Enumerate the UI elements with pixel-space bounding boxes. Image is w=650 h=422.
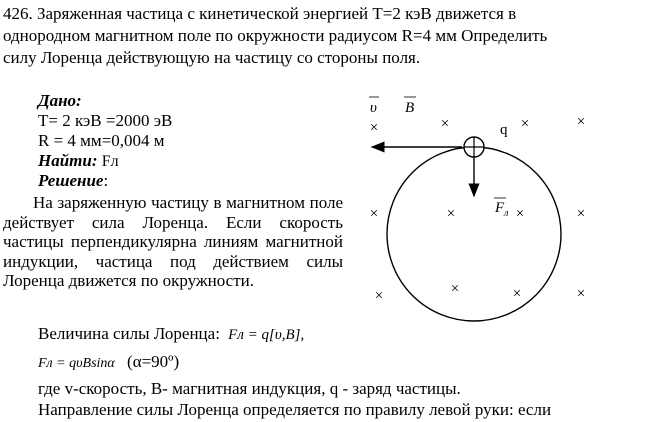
charge-label: q [500, 122, 508, 138]
cross: × [576, 114, 586, 130]
problem-line-3: силу Лоренца действующую на частицу со стороны поля. [3, 48, 421, 67]
given-t: T= 2 кэВ =2000 эВ [38, 111, 173, 130]
cross: × [520, 116, 530, 132]
cross: × [369, 206, 379, 222]
force-label-subscript: л [504, 208, 509, 219]
cross: × [576, 286, 586, 302]
find-line [38, 151, 119, 172]
field-label: B [405, 100, 415, 116]
given-r: R = 4 мм=0,004 м [38, 131, 165, 150]
lorentz-diagram [355, 88, 625, 328]
scalar-line [38, 352, 179, 374]
vector-formula: Fл = q[υ,B], [228, 327, 305, 343]
cross: × [369, 120, 379, 136]
magnitude-label: Величина силы Лоренца: [38, 324, 220, 343]
cross: × [446, 206, 456, 222]
solution-heading-colon: : [103, 171, 109, 190]
cross: × [440, 116, 450, 132]
velocity-label: υ [370, 100, 377, 116]
cross: × [515, 206, 525, 222]
cross: × [450, 281, 460, 297]
solution-paragraph: На заряженную частицу в магнитном поле действует сила Лоренца. Если скорость частицы перпендикулярна линиям магнитной индукции, частица под действием силы Лоренца движется по окружности. [3, 193, 343, 291]
angle-note: (α=90º) [127, 352, 180, 371]
given-heading: Дано: [38, 91, 82, 110]
cross: × [576, 206, 586, 222]
solution-heading: Решение [38, 171, 104, 190]
cross: × [512, 286, 522, 302]
force-label: F [495, 200, 505, 216]
cross: × [374, 288, 384, 304]
problem-line-1: 426. Заряженная частица с кинетической энергией Т=2 кэВ движется в [3, 4, 517, 23]
find-heading: Найти: [38, 151, 98, 170]
find-value: Fл [101, 153, 119, 170]
solution-heading-line [38, 171, 108, 191]
last-line: Направление силы Лоренца определяется по правилу левой руки: если [38, 400, 552, 419]
problem-line-2: однородном магнитном поле по окружности радиусом R=4 мм Определить [3, 26, 548, 45]
magnitude-line [38, 324, 304, 345]
legend-line: где v-скорость, В- магнитная индукция, q - заряд частицы. [38, 379, 461, 398]
scalar-formula: Fл = qυBsinα [38, 356, 115, 371]
